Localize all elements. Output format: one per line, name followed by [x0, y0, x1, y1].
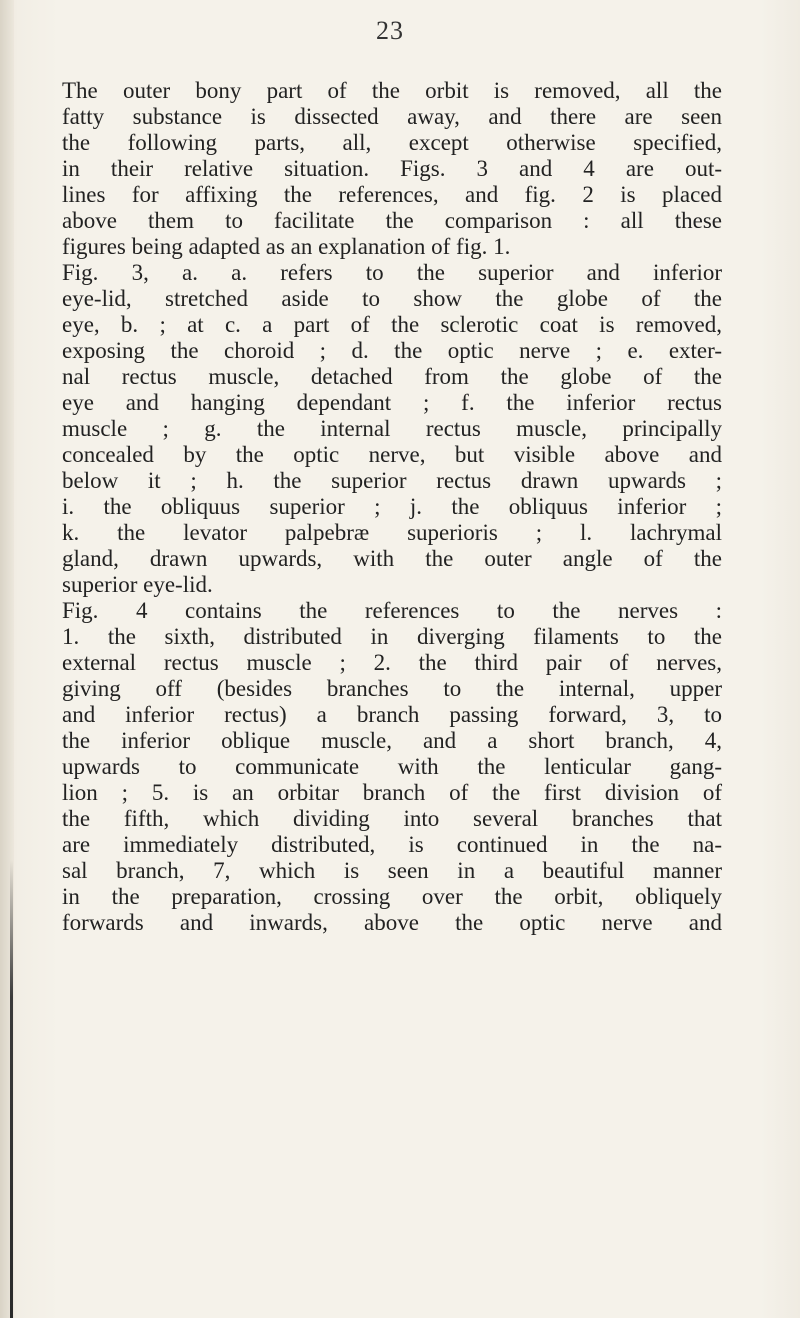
page-number: 23 [376, 16, 404, 45]
text-line: Fig. 4 contains the references to the nerves : [62, 598, 722, 623]
text-line: eye and hanging dependant ; f. the inferior rectus [62, 390, 722, 415]
text-line: are immediately distributed, is continued in the na- [62, 832, 722, 857]
text-line: and inferior rectus) a branch passing forward, 3, to [62, 702, 722, 727]
text-line: giving off (besides branches to the internal, upper [62, 676, 722, 701]
text-line: The outer bony part of the orbit is removed, all the [62, 78, 722, 103]
text-line: upwards to communicate with the lenticular gang- [62, 754, 722, 779]
text-line: fatty substance is dissected away, and there are seen [62, 104, 722, 129]
text-line: muscle ; g. the internal rectus muscle, principally [62, 416, 722, 441]
text-line: in their relative situation. Figs. 3 and 4 are out- [62, 156, 722, 181]
text-line: superior eye-lid. [62, 572, 213, 597]
body-text [62, 78, 722, 936]
text-line: forwards and inwards, above the optic nerve and [62, 910, 722, 935]
text-line: the inferior oblique muscle, and a short branch, 4, [62, 728, 722, 753]
text-line: i. the obliquus superior ; j. the obliquus inferior ; [62, 494, 722, 519]
text-line: in the preparation, crossing over the orbit, obliquely [62, 884, 722, 909]
text-line: 1. the sixth, distributed in diverging filaments to the [62, 624, 722, 649]
text-line: eye-lid, stretched aside to show the globe of the [62, 286, 722, 311]
text-line: lines for affixing the references, and fig. 2 is placed [62, 182, 722, 207]
text-line: sal branch, 7, which is seen in a beautiful manner [62, 858, 722, 883]
text-line: below it ; h. the superior rectus drawn upwards ; [62, 468, 722, 493]
binding-edge [10, 860, 13, 1318]
text-line: the fifth, which dividing into several branches that [62, 806, 722, 831]
text-line: lion ; 5. is an orbitar branch of the first division of [62, 780, 722, 805]
text-line: nal rectus muscle, detached from the globe of the [62, 364, 722, 389]
text-line: figures being adapted as an explanation of fig. 1. [62, 234, 511, 259]
text-line: gland, drawn upwards, with the outer angle of the [62, 546, 722, 571]
text-line: above them to facilitate the comparison : all these [62, 208, 722, 233]
text-line: concealed by the optic nerve, but visible above and [62, 442, 722, 467]
text-line: eye, b. ; at c. a part of the sclerotic coat is removed, [62, 312, 722, 337]
text-line: external rectus muscle ; 2. the third pair of nerves, [62, 650, 722, 675]
text-line: exposing the choroid ; d. the optic nerve ; e. exter- [62, 338, 722, 363]
text-line: k. the levator palpebræ superioris ; l. lachrymal [62, 520, 722, 545]
text-line: the following parts, all, except otherwise specified, [62, 130, 722, 155]
text-line: Fig. 3, a. a. refers to the superior and inferior [62, 260, 722, 285]
